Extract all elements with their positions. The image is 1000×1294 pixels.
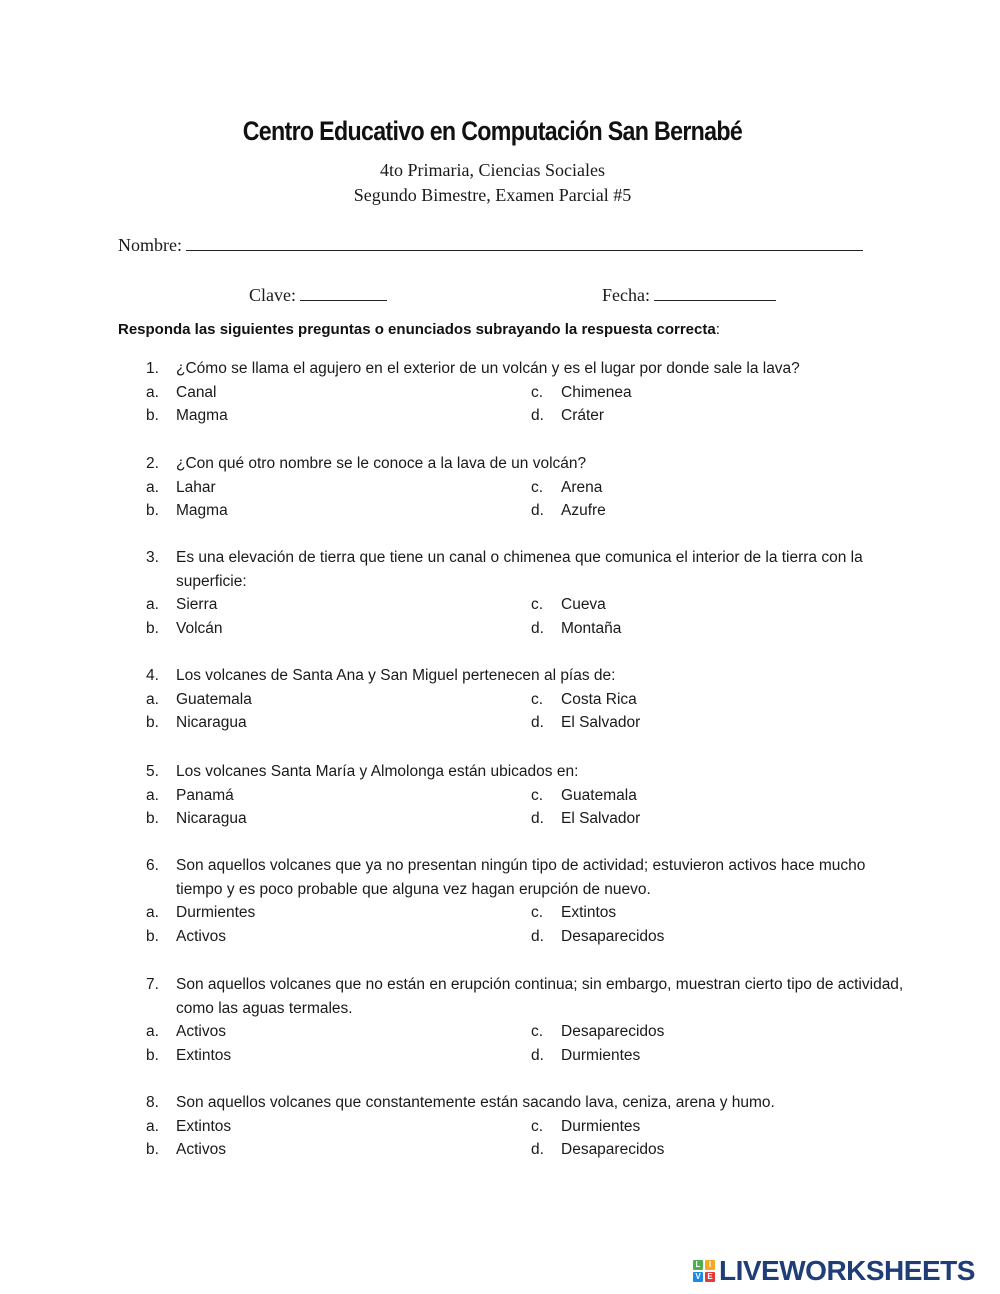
question-4 — [146, 664, 916, 735]
option-letter: a. — [146, 596, 159, 614]
answer-option[interactable] — [531, 784, 916, 808]
answer-option[interactable] — [531, 711, 916, 735]
answer-option[interactable] — [146, 925, 531, 949]
option-row — [146, 1115, 916, 1139]
option-letter: c. — [531, 786, 544, 804]
answer-option[interactable] — [146, 1044, 531, 1068]
question-stem — [146, 854, 916, 901]
answer-option[interactable] — [531, 1044, 916, 1068]
fecha-label: Fecha: — [602, 285, 650, 305]
school-title: Centro Educativo en Computación San Bernabé — [242, 116, 743, 146]
option-text: Desaparecidos — [561, 928, 665, 946]
option-text: Cráter — [561, 407, 605, 425]
option-letter: c. — [531, 904, 544, 922]
clave-field — [249, 284, 387, 306]
answer-option[interactable] — [146, 711, 531, 735]
option-letter: c. — [531, 690, 544, 708]
option-letter: d. — [531, 407, 544, 425]
option-text: Arena — [561, 478, 603, 496]
option-letter: a. — [146, 1117, 159, 1135]
question-number: 2. — [146, 455, 159, 472]
option-text: Activos — [176, 1141, 226, 1159]
option-row — [146, 381, 916, 405]
option-letter: b. — [146, 407, 159, 425]
option-row — [146, 711, 916, 735]
option-row — [146, 688, 916, 712]
option-text: Nicaragua — [176, 714, 247, 732]
answer-option[interactable] — [531, 1115, 916, 1139]
option-text: Extintos — [176, 1117, 232, 1135]
answer-option[interactable] — [146, 617, 531, 641]
question-text: Son aquellos volcanes que ya no presentan ningún tipo de actividad; estuvieron activos hace mucho tiempo y es poco probable que alguna vez hagan erupción de nuevo. — [176, 857, 866, 898]
option-letter: a. — [146, 786, 159, 804]
option-text: Durmientes — [561, 1047, 641, 1065]
answer-option[interactable] — [146, 499, 531, 523]
course-subtitle: 4to Primaria, Ciencias Sociales — [380, 160, 605, 180]
question-stem — [146, 973, 916, 1020]
option-letter: d. — [531, 1047, 544, 1065]
question-number: 6. — [146, 857, 159, 874]
option-letter: c. — [531, 383, 544, 401]
answer-option[interactable] — [146, 784, 531, 808]
question-number: 1. — [146, 360, 159, 377]
liveworksheets-logo — [693, 1255, 975, 1287]
question-text: ¿Con qué otro nombre se le conoce a la lava de un volcán? — [176, 455, 587, 472]
answer-option[interactable] — [531, 807, 916, 831]
option-letter: d. — [531, 620, 544, 638]
option-letter: b. — [146, 620, 159, 638]
question-stem — [146, 664, 916, 688]
option-row — [146, 1020, 916, 1044]
instructions — [118, 321, 720, 338]
option-letter: c. — [531, 596, 544, 614]
option-letter: b. — [146, 928, 159, 946]
answer-option[interactable] — [146, 593, 531, 617]
answer-option[interactable] — [531, 404, 916, 428]
option-letter: a. — [146, 904, 159, 922]
answer-option[interactable] — [146, 1020, 531, 1044]
option-letter: b. — [146, 502, 159, 520]
question-number: 4. — [146, 667, 159, 684]
option-text: Desaparecidos — [561, 1023, 665, 1041]
question-stem — [146, 1091, 916, 1115]
question-number: 3. — [146, 549, 159, 566]
option-letter: b. — [146, 1047, 159, 1065]
option-text: Panamá — [176, 786, 234, 804]
answer-option[interactable] — [531, 688, 916, 712]
answer-option[interactable] — [531, 476, 916, 500]
option-letter: a. — [146, 383, 159, 401]
option-row — [146, 499, 916, 523]
option-letter: c. — [531, 478, 544, 496]
answer-option[interactable] — [531, 925, 916, 949]
option-row — [146, 925, 916, 949]
option-text: Costa Rica — [561, 690, 637, 708]
logo-text: LIVEWORKSHEETS — [719, 1255, 975, 1286]
option-text: Volcán — [176, 620, 223, 638]
option-letter: d. — [531, 810, 544, 828]
question-text: Son aquellos volcanes que constantemente están sacando lava, ceniza, arena y humo. — [176, 1094, 775, 1111]
option-text: Nicaragua — [176, 810, 247, 828]
logo-mark-icon — [693, 1260, 715, 1282]
question-6 — [146, 854, 916, 949]
option-row — [146, 593, 916, 617]
question-number: 5. — [146, 763, 159, 780]
fecha-field — [602, 284, 776, 306]
answer-option[interactable] — [531, 381, 916, 405]
answer-option[interactable] — [146, 1138, 531, 1162]
logo-mark-tile: E — [705, 1272, 715, 1282]
answer-option[interactable] — [146, 901, 531, 925]
option-text: Chimenea — [561, 383, 632, 401]
option-text: Azufre — [561, 502, 606, 520]
instructions-text: Responda las siguientes preguntas o enunciados subrayando la respuesta correcta — [118, 321, 716, 338]
nombre-field — [118, 234, 863, 256]
option-text: Extintos — [561, 904, 617, 922]
exam-subtitle: Segundo Bimestre, Examen Parcial #5 — [353, 185, 632, 205]
option-row — [146, 617, 916, 641]
option-row — [146, 807, 916, 831]
question-text: ¿Cómo se llama el agujero en el exterior de un volcán y es el lugar por donde sale la lava? — [176, 360, 800, 377]
question-7 — [146, 973, 916, 1068]
question-8 — [146, 1091, 916, 1162]
option-letter: d. — [531, 1141, 544, 1159]
answer-option[interactable] — [146, 476, 531, 500]
clave-blank[interactable] — [300, 284, 387, 301]
answer-option[interactable] — [531, 617, 916, 641]
option-text: Activos — [176, 928, 226, 946]
option-letter: a. — [146, 1023, 159, 1041]
logo-mark-tile: I — [705, 1260, 715, 1270]
option-text: Extintos — [176, 1047, 232, 1065]
option-letter: a. — [146, 478, 159, 496]
option-text: Lahar — [176, 478, 216, 496]
answer-option[interactable] — [146, 381, 531, 405]
option-row — [146, 1138, 916, 1162]
option-text: Canal — [176, 383, 217, 401]
option-text: Guatemala — [561, 786, 637, 804]
answer-option[interactable] — [531, 499, 916, 523]
option-text: Montaña — [561, 620, 622, 638]
clave-label: Clave: — [249, 285, 296, 305]
nombre-label: Nombre: — [118, 235, 182, 255]
option-row — [146, 1044, 916, 1068]
question-5 — [146, 760, 916, 831]
option-text: Cueva — [561, 596, 606, 614]
option-row — [146, 476, 916, 500]
answer-option[interactable] — [531, 901, 916, 925]
option-text: Magma — [176, 407, 228, 425]
question-stem — [146, 546, 916, 593]
logo-mark-tile: V — [693, 1272, 703, 1282]
question-number: 8. — [146, 1094, 159, 1111]
option-letter: d. — [531, 928, 544, 946]
question-stem — [146, 357, 916, 381]
option-letter: b. — [146, 1141, 159, 1159]
option-letter: c. — [531, 1117, 544, 1135]
option-text: Guatemala — [176, 690, 252, 708]
instructions-colon: : — [715, 321, 720, 338]
question-2 — [146, 452, 916, 523]
question-text: Son aquellos volcanes que no están en erupción continua; sin embargo, muestran cierto tipo de actividad, como las aguas termales. — [176, 976, 904, 1017]
option-letter: c. — [531, 1023, 544, 1041]
question-text: Los volcanes Santa María y Almolonga están ubicados en: — [176, 763, 579, 780]
answer-option[interactable] — [531, 1020, 916, 1044]
option-text: Desaparecidos — [561, 1141, 665, 1159]
option-row — [146, 901, 916, 925]
question-text: Es una elevación de tierra que tiene un canal o chimenea que comunica el interior de la tierra con la superficie: — [176, 549, 863, 590]
option-text: El Salvador — [561, 810, 641, 828]
answer-option[interactable] — [146, 688, 531, 712]
question-3 — [146, 546, 916, 641]
fecha-blank[interactable] — [654, 284, 776, 301]
answer-option[interactable] — [531, 593, 916, 617]
answer-option[interactable] — [531, 1138, 916, 1162]
option-text: Activos — [176, 1023, 226, 1041]
option-letter: d. — [531, 714, 544, 732]
question-1 — [146, 357, 916, 428]
question-text: Los volcanes de Santa Ana y San Miguel pertenecen al pías de: — [176, 667, 616, 684]
option-text: Magma — [176, 502, 228, 520]
question-number: 7. — [146, 976, 159, 993]
answer-option[interactable] — [146, 807, 531, 831]
option-row — [146, 404, 916, 428]
option-letter: d. — [531, 502, 544, 520]
option-letter: a. — [146, 690, 159, 708]
option-row — [146, 784, 916, 808]
question-stem — [146, 760, 916, 784]
option-letter: b. — [146, 810, 159, 828]
option-text: El Salvador — [561, 714, 641, 732]
option-letter: b. — [146, 714, 159, 732]
nombre-blank[interactable] — [186, 234, 863, 251]
logo-mark-tile: L — [693, 1260, 703, 1270]
answer-option[interactable] — [146, 404, 531, 428]
option-text: Durmientes — [176, 904, 256, 922]
question-stem — [146, 452, 916, 476]
option-text: Sierra — [176, 596, 218, 614]
answer-option[interactable] — [146, 1115, 531, 1139]
option-text: Durmientes — [561, 1117, 641, 1135]
